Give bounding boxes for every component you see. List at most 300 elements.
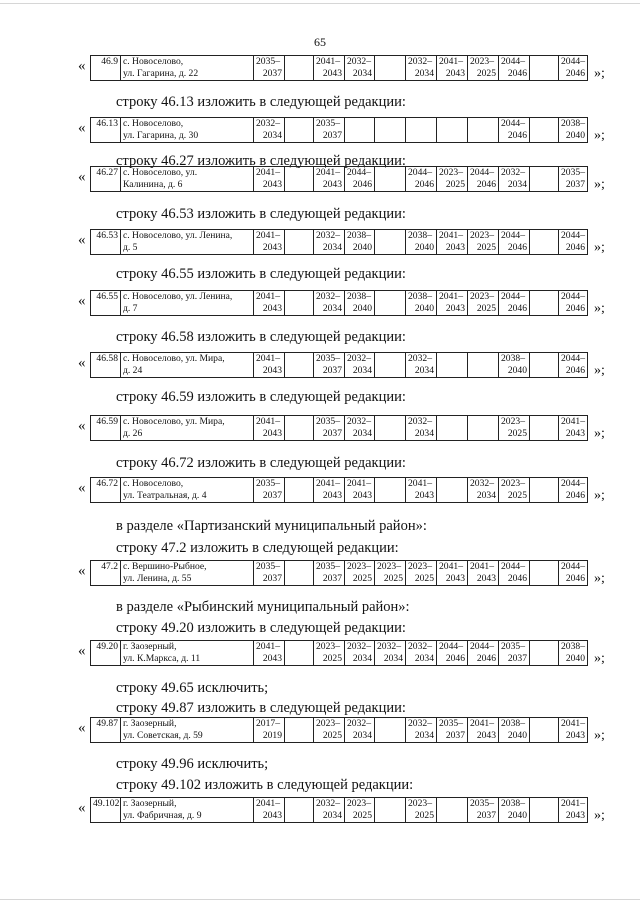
row-number-cell: 47.2 [91,561,121,586]
table-row [91,230,588,255]
period-start: 2023– [377,561,401,572]
period-end: 2025 [507,489,527,501]
row-number-cell: 46.58 [91,353,121,378]
period-start: 2044– [347,167,371,178]
period-start: 2038– [501,718,525,729]
address-cell [121,416,254,441]
period-start: 2032– [347,416,371,427]
period-cell [375,291,406,316]
period-cell [468,56,499,81]
period-start: 2032– [347,718,371,729]
address-line-2: ул. Гагарина, д. 22 [123,67,199,79]
period-start: 2044– [501,561,525,572]
period-cell [345,118,375,143]
amendment-row-table [90,117,588,143]
table-row [91,56,588,81]
period-end: 2040 [507,364,527,376]
opening-quote: « [78,120,86,136]
address-line-1: с. Новоселово, ул. Ленина, [123,291,233,302]
period-cell [314,561,345,586]
instruction-text: строку 49.87 изложить в следующей редакции: [116,700,406,716]
period-end: 2043 [445,302,465,314]
period-start: 2035– [256,478,280,489]
period-cell [530,230,559,255]
period-cell [314,56,345,81]
period-cell [254,641,285,666]
period-start: 2035– [561,167,585,178]
period-cell [314,641,345,666]
period-end: 2037 [322,364,342,376]
period-cell [345,56,375,81]
period-start: 2032– [408,641,432,652]
period-cell [285,230,314,255]
period-end: 2046 [565,489,585,501]
period-end: 2025 [445,178,465,190]
period-end: 2040 [507,729,527,741]
closing-quote: »; [594,128,605,143]
period-start: 2041– [470,561,494,572]
period-end: 2025 [414,809,434,821]
period-end: 2040 [352,302,372,314]
period-start: 2023– [470,291,494,302]
period-cell [499,291,530,316]
period-start: 2023– [439,167,463,178]
closing-quote: »; [594,488,605,503]
period-start: 2023– [347,798,371,809]
instruction-text: строку 47.2 изложить в следующей редакции: [116,540,399,556]
address-cell [121,561,254,586]
period-start: 2041– [256,230,280,241]
period-end: 2046 [507,129,527,141]
opening-quote: « [78,563,86,579]
period-cell [499,478,530,503]
period-cell [437,478,468,503]
period-start: 2032– [316,291,340,302]
period-cell [285,478,314,503]
period-start: 2041– [561,416,585,427]
period-cell [559,718,588,743]
instruction-text: строку 46.27 изложить в следующей редакции: [116,153,406,169]
period-start: 2023– [347,561,371,572]
period-start: 2032– [408,353,432,364]
period-cell [530,167,559,192]
period-end: 2034 [322,302,342,314]
period-start: 2041– [561,798,585,809]
period-end: 2034 [322,241,342,253]
instruction-text: в разделе «Партизанский муниципальный район»: [116,518,427,534]
address-cell [121,798,254,823]
period-cell [375,353,406,378]
period-end: 2025 [476,241,496,253]
period-start: 2041– [256,416,280,427]
period-start: 2041– [256,291,280,302]
period-end: 2046 [352,178,372,190]
period-cell [314,416,345,441]
period-start: 2044– [561,478,585,489]
period-cell [559,798,588,823]
period-start: 2032– [408,416,432,427]
address-cell [121,118,254,143]
period-end: 2046 [507,572,527,584]
period-cell [437,353,468,378]
address-line-1: с. Новоселово, [123,56,184,67]
period-start: 2032– [316,798,340,809]
period-cell [345,167,375,192]
table-row [91,353,588,378]
period-cell [559,353,588,378]
period-cell [254,291,285,316]
period-end: 2040 [352,241,372,253]
period-end: 2037 [322,129,342,141]
period-cell [468,230,499,255]
period-start: 2023– [470,230,494,241]
period-cell [254,230,285,255]
address-line-1: с. Новоселово, ул. Ленина, [123,230,233,241]
period-start: 2044– [561,230,585,241]
period-start: 2038– [501,353,525,364]
period-cell [468,291,499,316]
period-end: 2046 [414,178,434,190]
period-cell [406,167,437,192]
period-end: 2040 [414,241,434,253]
period-cell [530,353,559,378]
address-line-1: с. Новоселово, ул. [123,167,198,178]
period-end: 2046 [476,178,496,190]
table-row [91,478,588,503]
period-cell [254,167,285,192]
period-start: 2023– [501,478,525,489]
period-cell [559,478,588,503]
period-cell [530,561,559,586]
period-cell [468,798,499,823]
period-cell [499,718,530,743]
address-line-2: д. 24 [123,364,143,376]
period-cell [314,478,345,503]
period-cell [406,416,437,441]
period-start: 2035– [316,561,340,572]
period-start: 2041– [256,798,280,809]
period-cell [314,167,345,192]
amendment-row-table [90,166,588,192]
closing-quote: »; [594,363,605,378]
period-end: 2037 [476,809,496,821]
period-cell [314,353,345,378]
period-start: 2041– [347,478,371,489]
period-cell [499,167,530,192]
period-end: 2037 [445,729,465,741]
period-cell [406,291,437,316]
period-cell [314,798,345,823]
instruction-text: строку 46.55 изложить в следующей редакции: [116,266,406,282]
period-cell [406,56,437,81]
instruction-text: строку 46.59 изложить в следующей редакции: [116,389,406,405]
period-start: 2044– [561,353,585,364]
period-cell [345,353,375,378]
instruction-text: строку 49.20 изложить в следующей редакции: [116,620,406,636]
closing-quote: »; [594,240,605,255]
period-cell [559,167,588,192]
period-cell [406,561,437,586]
period-cell [530,291,559,316]
instruction-text: строку 49.96 исключить; [116,756,269,772]
period-end: 2040 [565,129,585,141]
amendment-row-table [90,477,588,503]
period-cell [559,416,588,441]
period-start: 2041– [256,641,280,652]
period-cell [559,118,588,143]
period-end: 2040 [565,652,585,664]
period-start: 2023– [470,56,494,67]
address-line-1: г. Заозерный, [123,641,177,652]
address-cell [121,230,254,255]
address-line-1: г. Заозерный, [123,798,177,809]
amendment-row-table [90,352,588,378]
period-end: 2025 [352,809,372,821]
period-start: 2038– [501,798,525,809]
period-start: 2038– [347,230,371,241]
period-end: 2040 [507,809,527,821]
row-number-cell: 49.20 [91,641,121,666]
period-end: 2043 [262,302,282,314]
period-start: 2044– [408,167,432,178]
period-end: 2043 [262,178,282,190]
period-cell [468,167,499,192]
address-cell [121,167,254,192]
period-end: 2037 [507,652,527,664]
period-end: 2046 [565,67,585,79]
opening-quote: « [78,232,86,248]
period-cell [254,478,285,503]
instruction-text: строку 46.58 изложить в следующей редакции: [116,329,406,345]
period-cell [375,230,406,255]
period-cell [285,56,314,81]
period-start: 2041– [316,478,340,489]
address-line-1: с. Новоселово, ул. Мира, [123,353,225,364]
period-start: 2041– [256,353,280,364]
period-cell [375,416,406,441]
period-cell [468,641,499,666]
period-start: 2032– [408,56,432,67]
opening-quote: « [78,355,86,371]
address-line-2: ул. Ленина, д. 55 [123,572,192,584]
period-cell [499,641,530,666]
period-cell [285,561,314,586]
address-cell [121,478,254,503]
amendment-row-table [90,640,588,666]
period-start: 2035– [470,798,494,809]
period-end: 2046 [476,652,496,664]
closing-quote: »; [594,651,605,666]
address-line-1: с. Новоселово, ул. Мира, [123,416,225,427]
amendment-row-table [90,415,588,441]
period-end: 2025 [414,572,434,584]
period-cell [375,718,406,743]
period-cell [285,167,314,192]
closing-quote: »; [594,177,605,192]
period-cell [437,561,468,586]
row-number-cell: 46.55 [91,291,121,316]
row-number-cell: 46.53 [91,230,121,255]
period-cell [499,56,530,81]
period-cell [468,561,499,586]
period-start: 2035– [256,56,280,67]
period-start: 2041– [316,167,340,178]
row-number-cell: 49.87 [91,718,121,743]
address-line-2: д. 26 [123,427,143,439]
period-start: 2032– [347,56,371,67]
period-end: 2043 [445,572,465,584]
period-cell [375,561,406,586]
period-end: 2034 [414,364,434,376]
address-line-2: ул. Гагарина, д. 30 [123,129,199,141]
address-cell [121,641,254,666]
period-cell [375,167,406,192]
period-end: 2019 [262,729,282,741]
period-start: 2041– [408,478,432,489]
period-end: 2043 [476,572,496,584]
period-start: 2032– [408,718,432,729]
period-end: 2034 [352,67,372,79]
period-end: 2034 [352,729,372,741]
address-cell [121,291,254,316]
period-cell [314,718,345,743]
period-cell [406,478,437,503]
closing-quote: »; [594,426,605,441]
period-cell [437,167,468,192]
period-start: 2032– [470,478,494,489]
period-cell [345,478,375,503]
period-cell [406,798,437,823]
table-row [91,718,588,743]
period-end: 2034 [414,652,434,664]
period-cell [468,718,499,743]
period-end: 2043 [445,241,465,253]
period-cell [345,291,375,316]
period-cell [530,718,559,743]
row-number-cell: 46.13 [91,118,121,143]
period-start: 2041– [439,291,463,302]
opening-quote: « [78,418,86,434]
period-cell [406,118,437,143]
opening-quote: « [78,720,86,736]
period-end: 2025 [476,67,496,79]
period-cell [499,561,530,586]
period-cell [437,641,468,666]
period-cell [345,718,375,743]
period-cell [314,118,345,143]
period-start: 2017– [256,718,280,729]
table-row [91,561,588,586]
period-start: 2041– [256,167,280,178]
period-end: 2043 [322,67,342,79]
period-cell [254,118,285,143]
period-end: 2034 [352,652,372,664]
period-cell [437,718,468,743]
period-start: 2044– [470,167,494,178]
period-start: 2044– [501,291,525,302]
opening-quote: « [78,58,86,74]
period-cell [375,798,406,823]
period-cell [375,118,406,143]
scan-edge-top [0,3,640,4]
period-end: 2043 [262,427,282,439]
period-start: 2044– [501,56,525,67]
table-row [91,416,588,441]
period-start: 2035– [316,416,340,427]
period-cell [406,641,437,666]
period-end: 2046 [445,652,465,664]
period-start: 2041– [439,230,463,241]
period-end: 2034 [352,364,372,376]
period-start: 2032– [347,353,371,364]
period-cell [375,641,406,666]
period-cell [499,230,530,255]
period-cell [345,798,375,823]
closing-quote: »; [594,571,605,586]
period-end: 2025 [507,427,527,439]
table-row [91,641,588,666]
period-end: 2034 [414,427,434,439]
period-cell [468,353,499,378]
address-line-2: ул. К.Маркса, д. 11 [123,652,201,664]
period-cell [254,718,285,743]
period-start: 2041– [439,56,463,67]
amendment-row-table [90,229,588,255]
address-line-1: с. Вершино-Рыбное, [123,561,207,572]
period-end: 2025 [322,652,342,664]
period-start: 2044– [501,118,525,129]
period-start: 2023– [408,798,432,809]
period-start: 2023– [501,416,525,427]
period-end: 2034 [262,129,282,141]
period-end: 2037 [322,427,342,439]
period-start: 2023– [408,561,432,572]
period-end: 2046 [565,241,585,253]
period-start: 2041– [439,561,463,572]
period-cell [530,798,559,823]
period-start: 2038– [347,291,371,302]
period-end: 2037 [262,572,282,584]
scan-edge-bottom [0,899,640,900]
address-cell [121,718,254,743]
row-number-cell: 46.59 [91,416,121,441]
period-start: 2032– [501,167,525,178]
period-start: 2038– [408,291,432,302]
period-cell [375,56,406,81]
period-start: 2032– [256,118,280,129]
period-end: 2046 [507,67,527,79]
period-cell [406,230,437,255]
period-end: 2025 [352,572,372,584]
period-end: 2034 [414,67,434,79]
period-cell [345,561,375,586]
amendment-row-table [90,290,588,316]
period-cell [530,56,559,81]
amendment-row-table [90,560,588,586]
period-end: 2043 [476,729,496,741]
period-cell [406,718,437,743]
period-end: 2034 [352,427,372,439]
period-start: 2035– [501,641,525,652]
period-end: 2043 [445,67,465,79]
period-cell [254,798,285,823]
period-cell [254,353,285,378]
amendment-row-table [90,717,588,743]
period-start: 2038– [561,641,585,652]
period-start: 2044– [561,56,585,67]
instruction-text: строку 49.65 исключить; [116,680,269,696]
period-start: 2035– [439,718,463,729]
